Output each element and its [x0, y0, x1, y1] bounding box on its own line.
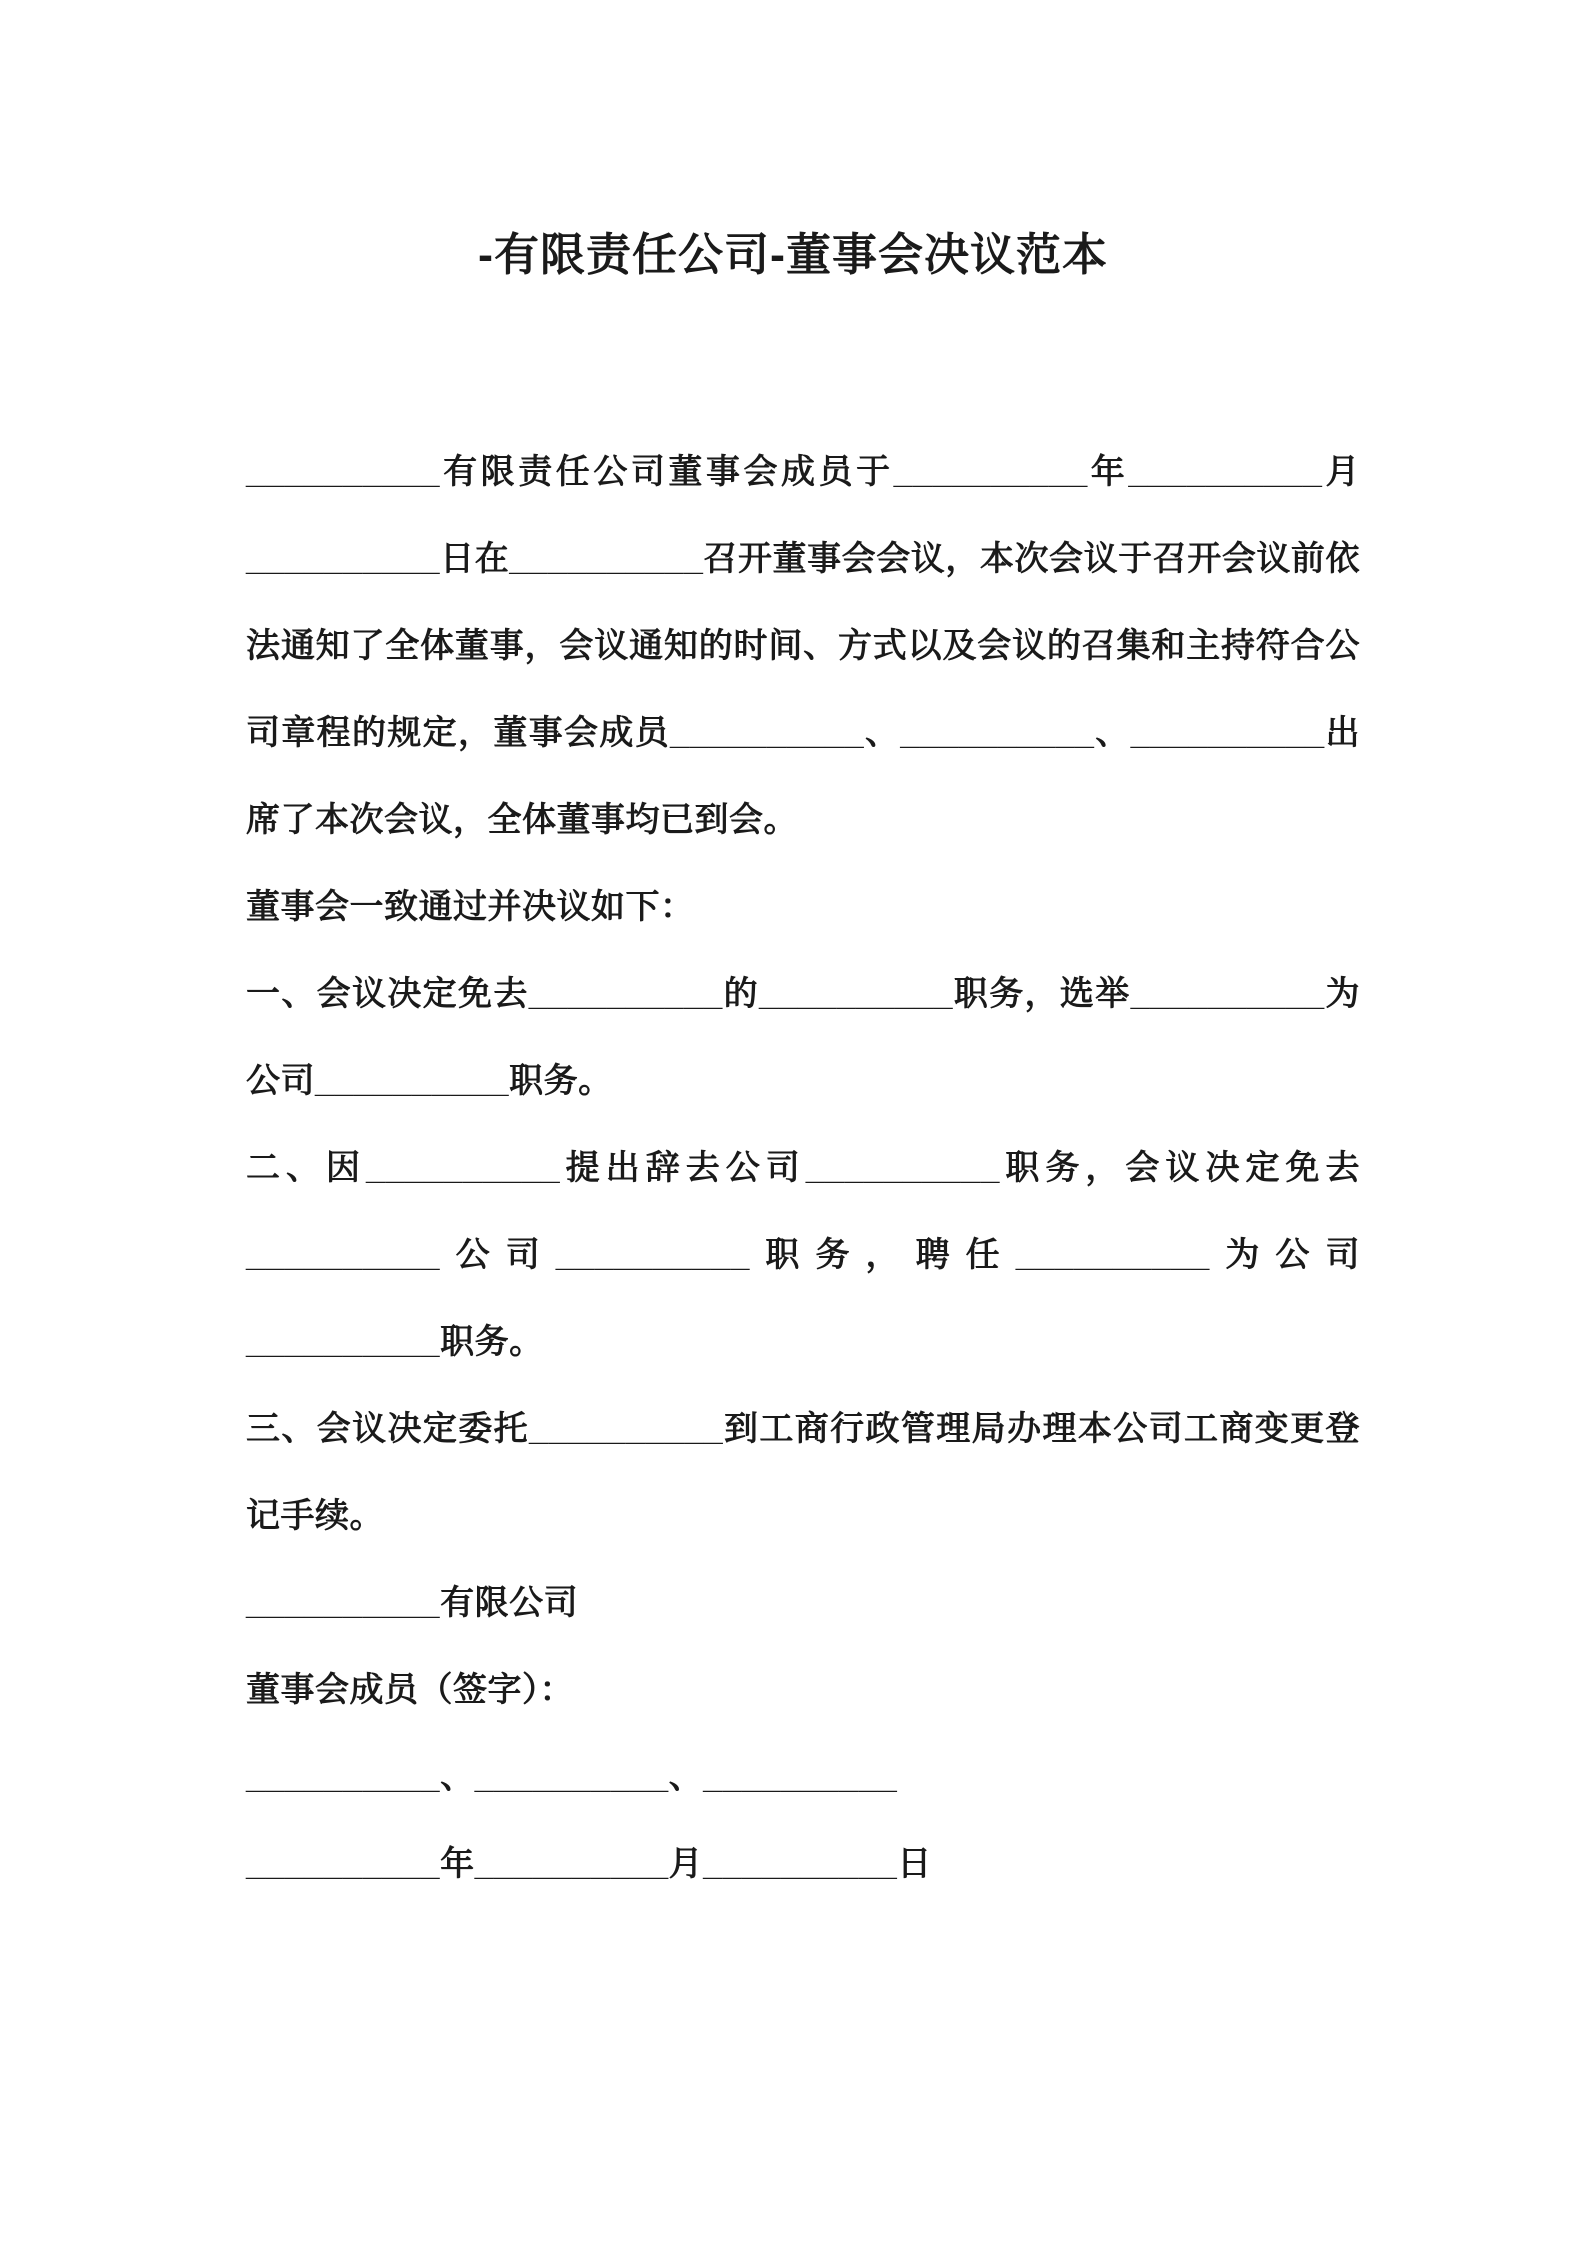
paragraph-opening: __________有限责任公司董事会成员于__________年__________月__________日在__________召开董事会会议，本次会议于召开会议前依法通知了全体董事，会议通知的时间、方式以及会议的召集和主持符合公司章程的规定，董事会成员__________、__________、__________出席了本次会议，全体董事均已到会。: [246, 453, 1360, 839]
paragraph-date-line: __________年__________月__________日: [246, 1845, 932, 1883]
paragraph-item-3: 三、会议决定委托__________到工商行政管理局办理本公司工商变更登记手续。: [246, 1410, 1360, 1535]
paragraph-item-1: 一、会议决定免去__________的__________职务，选举__________为公司__________职务。: [246, 975, 1360, 1100]
document-title: -有限责任公司-董事会决议范本: [478, 229, 1108, 280]
paragraph-company-name: __________有限公司: [246, 1584, 579, 1622]
paragraph-signature-label: 董事会成员（签字）：: [246, 1671, 574, 1709]
paragraph-resolution-intro: 董事会一致通过并决议如下：: [246, 888, 695, 926]
document-body: [246, 429, 1360, 1908]
paragraph-item-2: 二、因__________提出辞去公司__________职务，会议决定免去__________公司__________职务，聘任__________为公司__________职务。: [246, 1149, 1360, 1361]
paragraph-signature-blanks: __________、__________、__________: [246, 1758, 898, 1796]
